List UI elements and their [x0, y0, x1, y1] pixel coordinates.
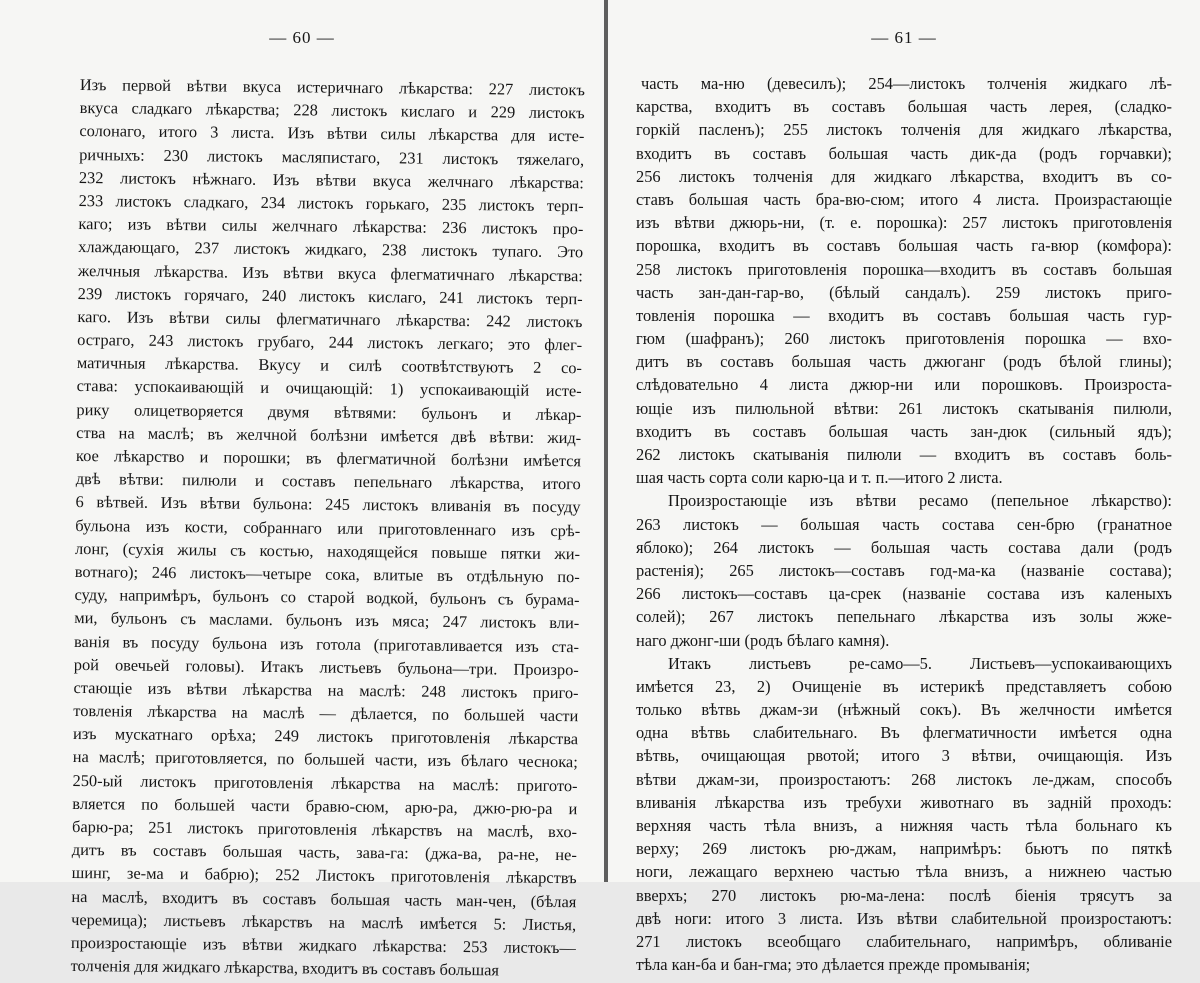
- text-line: 263 листокъ — большая часть состава сен-брю (гранатное: [636, 514, 1172, 534]
- text-line: черемица); листьевъ лѣкарствъ на маслѣ имѣется 5: Листья,: [71, 909, 577, 934]
- text-line: на маслѣ, входитъ въ составъ большая часть ман-чен, (бѣлая: [71, 886, 577, 911]
- text-line: стающіе изъ вѣтви лѣкарства на маслѣ: 248 листокъ приго-: [73, 677, 579, 703]
- text-line: товленія лѣкарства на маслѣ — дѣлается, по большей части: [73, 701, 579, 726]
- text-line: кое лѣкарство и порошки; въ флегматичной болѣзни имѣется: [75, 445, 582, 471]
- text-line: изъ мускатнаго орѣха; 249 листокъ приготовленія лѣкарства: [72, 724, 579, 749]
- text-line: 6 вѣтвей. Изъ вѣтви бульона: 245 листокъ вливанія въ посуду: [75, 492, 581, 517]
- text-line: ноги, лежащаго верхнею частью тѣла внизъ, а нижнею частью: [636, 862, 1172, 882]
- text-line: произростающіе изъ вѣтви жидкаго лѣкарства: 253 листокъ—: [70, 932, 576, 958]
- text-line: каго; изъ вѣтви силы желчнаго лѣкарства: 236 листокъ про-: [78, 214, 584, 239]
- text-line: часть зан-дан-гар-во, (бѣлый сандалъ). 259 листокъ приго-: [636, 282, 1172, 302]
- text-line: ставъ большая часть бра-вю-сюм; итого 4 листа. Произрастающіе: [636, 189, 1172, 209]
- text-line: ванія въ посуду бульона изъ готола (приготавливается изъ ста-: [73, 631, 580, 656]
- left-page-text: [71, 73, 585, 983]
- text-line: входитъ въ составъ большая часть зан-дюк (сильный ядъ);: [636, 421, 1172, 441]
- text-line: входитъ въ составъ большая часть дик-да (родъ горчавки);: [636, 143, 1172, 163]
- text-line: часть ма-ню (девесилъ); 254—листокъ толченія жидкаго лѣ-: [641, 74, 1172, 93]
- text-line: на маслѣ; приготовляется, по большей части, изъ бѣлаго чеснока;: [72, 747, 578, 772]
- text-line: двѣ ноги: итого 3 листа. Изъ вѣтви слабительной произростаютъ:: [636, 908, 1172, 928]
- text-line: горкій пасленъ); 255 листокъ толченія для жидкаго лѣкарства,: [636, 120, 1172, 140]
- text-line: вкуса сладкаго лѣкарства; 228 листокъ кислаго и 229 листокъ: [79, 98, 585, 123]
- text-line: става: успокаивающій и очищающій: 1) успокаивающій исте-: [76, 376, 582, 401]
- text-line: двѣ вѣтви: пилюли и составъ пепельнаго лѣкарства, итого: [75, 469, 581, 494]
- text-line: шинг, зе-ма и бабрю); 252 Листокъ приготовленія лѣкарствъ: [71, 863, 577, 888]
- text-line: яблоко); 264 листокъ — большая часть состава дали (родъ: [636, 537, 1172, 557]
- text-line: дитъ въ составъ большая часть джюганг (родъ бѣлой глины);: [636, 352, 1172, 372]
- text-line: наго джонг-ши (родъ бѣлаго камня).: [636, 630, 890, 650]
- text-line: толченія для жидкаго лѣкарства, входитъ въ составъ большая: [70, 956, 500, 980]
- text-line: ричныхъ: 230 листокъ масляпистаго, 231 листокъ тяжелаго,: [79, 144, 585, 169]
- text-line: только вѣтвь джам-зи (нѣжный сокъ). Въ желчности имѣется: [636, 700, 1172, 720]
- text-line: рой овечьей головы). Итакъ листьевъ бульона—три. Произро-: [73, 654, 579, 679]
- text-line: 271 листокъ всеобщаго слабительнаго, напримѣръ, обливаніе: [636, 931, 1172, 951]
- right-page: [608, 0, 1200, 975]
- text-line: Изъ первой вѣтви вкуса истеричнаго лѣкарства: 227 листокъ: [79, 74, 585, 100]
- text-line: верху; 269 листокъ рю-джам, напримѣръ: бьютъ по пяткѣ: [636, 839, 1172, 859]
- text-line: солей); 267 листокъ пепельнаго лѣкарства изъ золы жже-: [636, 607, 1172, 627]
- text-line: суду, напримѣръ, бульонъ со старой водкой, бульонъ съ бурама-: [74, 585, 580, 610]
- text-line: 266 листокъ—составъ ца-срек (названіе состава изъ каленыхъ: [636, 584, 1172, 604]
- text-line: вверхъ; 270 листокъ рю-ма-лена: послѣ біенія трясутъ за: [636, 885, 1172, 905]
- text-line: солонаго, итого 3 листа. Изъ вѣтви силы лѣкарства для исте-: [79, 121, 585, 146]
- text-line: ющіе изъ пилюльной вѣтви: 261 листокъ скатыванія пилюли,: [636, 398, 1172, 418]
- text-line: 256 листокъ толченія для жидкаго лѣкарства, входитъ въ со-: [636, 166, 1172, 186]
- text-line: желчныя лѣкарства. Изъ вѣтви вкуса флегматичнаго лѣкарства:: [77, 260, 584, 285]
- text-line: одна вѣтвь слабительнаго. Въ флегматичности имѣется одна: [636, 723, 1172, 743]
- text-line: вливанія лѣкарства изъ требухи животнаго въ задній проходъ:: [636, 792, 1172, 812]
- text-line: имѣется 23, 2) Очищеніе въ истерикѣ представляетъ собою: [636, 676, 1172, 696]
- text-line: изъ вѣтви джюрь-ни, (т. е. порошка): 257 листокъ приготовленія: [636, 213, 1172, 233]
- text-line: каго. Изъ вѣтви силы флегматичнаго лѣкарства: 242 листокъ: [77, 306, 583, 332]
- text-line: верхняя часть тѣла внизъ, а нижняя часть тѣла больнаго къ: [636, 816, 1172, 835]
- text-line: карства, входитъ въ составъ большая часть лерея, (сладко-: [636, 97, 1172, 117]
- text-line: слѣдовательно 4 листа джюр-ни или порошковъ. Произроста-: [636, 375, 1172, 395]
- text-line: шая часть сорта соли карю-ца и т. п.—итого 2 листа.: [636, 468, 1003, 488]
- text-line: лонг, (сухія жилы съ костью, находящейся повыше пятки жи-: [74, 538, 581, 564]
- text-line: 258 листокъ приготовленія порошка—входитъ въ составъ большая: [636, 259, 1172, 279]
- text-line: барю-ра; 251 листокъ приготовленія лѣкарствъ на маслѣ, вхо-: [72, 816, 578, 842]
- text-line: вляется по большей части бравю-сюм, арю-ра, джю-рю-ра и: [72, 793, 578, 819]
- text-line: 233 листокъ сладкаго, 234 листокъ горькаго, 235 листокъ терп-: [78, 190, 584, 216]
- text-line: вотнаго); 246 листокъ—четыре сока, влитые въ отдѣльную по-: [74, 561, 580, 587]
- text-line: хлаждающаго, 237 листокъ жидкаго, 238 листокъ тупаго. Это: [78, 237, 584, 262]
- left-page-number: — 60 —: [269, 28, 335, 47]
- text-line: 262 листокъ скатыванія пилюли — входитъ въ составъ боль-: [636, 445, 1172, 464]
- text-line: Произростающіе изъ вѣтви ресамо (пепельное лѣкарство):: [668, 491, 1172, 511]
- text-line: вѣтви джам-зи, произростаютъ: 268 листокъ ле-джам, способъ: [636, 769, 1172, 789]
- text-line: ства на маслѣ; въ желчной болѣзни имѣется двѣ вѣтви: жид-: [76, 422, 582, 448]
- text-line: рику олицетворяется двумя вѣтвями: бульонъ и лѣкар-: [76, 399, 582, 424]
- text-line: бульона изъ кости, собраннаго или приготовленнаго изъ срѣ-: [75, 515, 581, 540]
- text-line: растенія); 265 листокъ—составъ год-ма-ка (названіе состава);: [636, 560, 1172, 580]
- text-line: порошка, входитъ въ составъ большая часть га-вюр (комфора):: [636, 236, 1172, 256]
- text-line: 239 листокъ горячаго, 240 листокъ кислаго, 241 листокъ терп-: [77, 283, 583, 308]
- text-line: 250-ый листокъ приготовленія лѣкарства на маслѣ: пригото-: [72, 770, 578, 795]
- text-line: матичныя лѣкарства. Вкусу и силѣ соотвѣтствуютъ 2 со-: [76, 353, 583, 378]
- text-line: гюм (шафранъ); 260 листокъ приготовленія порошка — вхо-: [636, 329, 1172, 349]
- text-line: товленія порошка — входитъ въ составъ большая часть гур-: [636, 305, 1172, 325]
- text-line: вѣтвь, очищающая рвотой; итого 3 вѣтви, очищающія. Изъ: [636, 746, 1172, 766]
- text-line: дитъ въ составъ большая часть, зава-га: (джа-ва, ра-не, не-: [71, 840, 577, 865]
- text-line: тѣла кан-ба и бан-гма; это дѣлается прежде промыванія;: [636, 955, 1031, 975]
- text-line: 232 листокъ нѣжнаго. Изъ вѣтви вкуса желчнаго лѣкарства:: [78, 167, 584, 193]
- text-line: ми, бульонъ съ маслами. бульонъ изъ мяса; 247 листокъ вли-: [74, 608, 580, 633]
- right-page-number: — 61 —: [871, 28, 937, 47]
- text-line: Итакъ листьевъ ре-само—5. Листьевъ—успокаивающихъ: [668, 653, 1172, 673]
- right-page-text: [636, 72, 1172, 976]
- text-line: остраго, 243 листокъ грубаго, 244 листокъ легкаго; это флег-: [77, 330, 583, 355]
